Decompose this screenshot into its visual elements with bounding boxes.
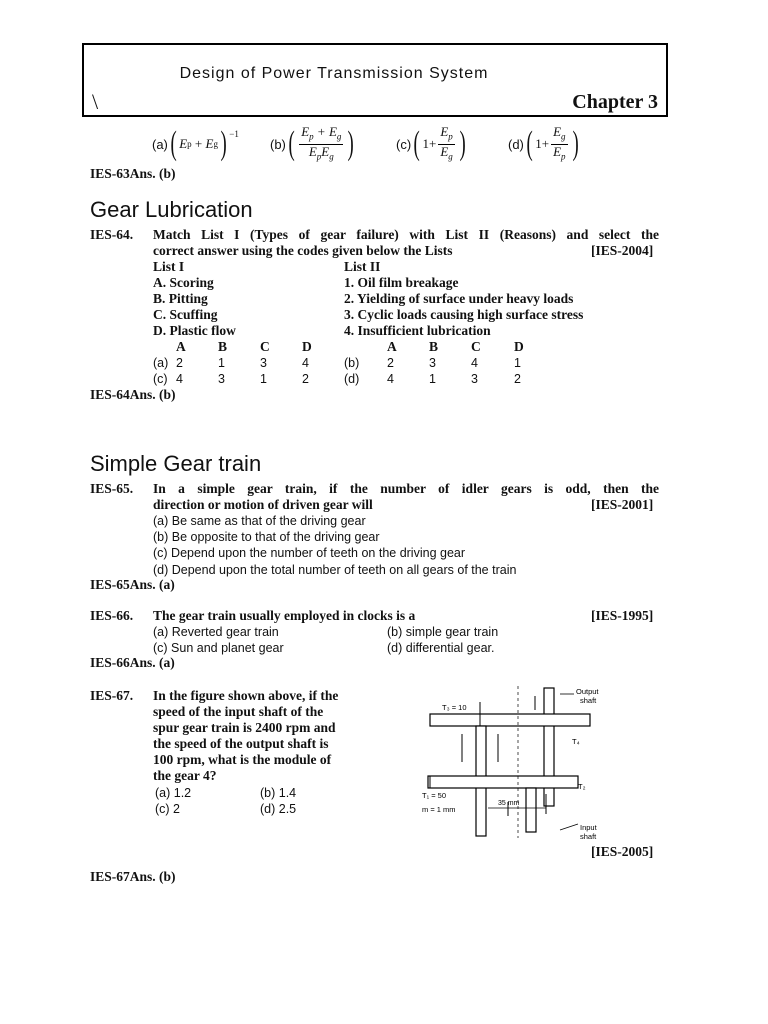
output-shaft-label: shaft	[580, 696, 597, 705]
code-value: 1	[260, 372, 267, 386]
q65-reference: [IES-2001]	[591, 497, 654, 512]
q67-option: (d) 2.5	[260, 802, 297, 816]
q64-id: IES-64.	[90, 227, 134, 242]
q66-answer: IES-66Ans. (a)	[90, 655, 175, 670]
list1-item: C. Scuffing	[153, 307, 218, 322]
exponent: −1	[229, 129, 239, 139]
module-label: m = 1 mm	[422, 805, 456, 814]
code-header: B	[429, 339, 439, 354]
q64-text-line1: Match List I (Types of gear failure) with List II (Reasons) and select the	[153, 227, 659, 242]
chapter-label: Chapter 3	[572, 91, 658, 113]
code-option-label: (a)	[153, 356, 169, 370]
code-option-label: (c)	[153, 372, 168, 386]
gear-t1-label: T₁ = 50	[422, 791, 447, 800]
code-value: 3	[218, 372, 225, 386]
code-value: 1	[218, 356, 225, 370]
q65-option: (b) Be opposite to that of the driving gear	[153, 530, 380, 544]
q67-text-line: 100 rpm, what is the module of	[153, 752, 332, 767]
code-value: 3	[429, 356, 436, 370]
code-value: 2	[176, 356, 183, 370]
q66-option: (b) simple gear train	[387, 625, 499, 639]
code-value: 3	[471, 372, 478, 386]
q67-option: (c) 2	[155, 802, 180, 816]
code-value: 1	[429, 372, 436, 386]
section-heading-gear-lubrication: Gear Lubrication	[90, 197, 253, 222]
code-header: A	[387, 339, 397, 354]
q63-formula-options	[152, 121, 672, 167]
q66-reference: [IES-1995]	[591, 608, 654, 623]
code-header: D	[514, 339, 524, 354]
q66-option: (d) differential gear.	[387, 641, 495, 655]
q65-answer: IES-65Ans. (a)	[90, 577, 175, 592]
q67-id: IES-67.	[90, 688, 134, 703]
output-shaft-label: Output	[576, 687, 599, 696]
section-heading-simple-gear-train: Simple Gear train	[90, 451, 262, 476]
code-value: 2	[514, 372, 521, 386]
code-value: 2	[387, 356, 394, 370]
code-header: D	[302, 339, 312, 354]
q67-text-line: the gear 4?	[153, 768, 217, 783]
list2-title: List II	[344, 259, 381, 274]
code-header: C	[471, 339, 481, 354]
q65-option: (d) Depend upon the total number of teeth on all gears of the train	[153, 563, 517, 577]
code-value: 2	[302, 372, 309, 386]
formula-option-a: (a) ( E p + E g ) $^{-1}$	[152, 125, 239, 162]
q65-option: (a) Be same as that of the driving gear	[153, 514, 366, 528]
q66-option: (c) Sun and planet gear	[153, 641, 284, 655]
q67-option: (b) 1.4	[260, 786, 297, 800]
input-shaft-label: shaft	[580, 832, 597, 841]
list2-item: 3. Cyclic loads causing high surface stress	[344, 307, 584, 322]
option-label: (c)	[396, 136, 412, 152]
q67-answer: IES-67Ans. (b)	[90, 869, 176, 884]
page-title: Design of Power Transmission System	[179, 65, 489, 82]
q66-option: (a) Reverted gear train	[153, 625, 279, 639]
input-shaft-label: Input	[580, 823, 597, 832]
code-header: B	[218, 339, 228, 354]
code-header: A	[176, 339, 186, 354]
q67-reference: [IES-2005]	[591, 844, 654, 859]
code-value: 1	[514, 356, 521, 370]
gear-t2-label: T₂	[578, 782, 586, 791]
chapter-header	[82, 43, 668, 117]
list1-item: B. Pitting	[153, 291, 208, 306]
q66-text: The gear train usually employed in clocks is a	[153, 608, 416, 623]
gear-train-figure	[418, 682, 618, 842]
code-option-label: (d)	[344, 372, 360, 386]
q67-text-line: spur gear train is 2400 rpm and	[153, 720, 336, 735]
formula-option-c: (c) ( 1+ $\frac{E_p}{E_g}$ )	[396, 123, 466, 162]
code-value: 3	[260, 356, 267, 370]
q64-text-line2: correct answer using the codes given below the Lists	[153, 243, 453, 258]
q65-id: IES-65.	[90, 481, 134, 496]
code-value: 4	[176, 372, 183, 386]
list1-item: A. Scoring	[153, 275, 214, 290]
q66-id: IES-66.	[90, 608, 134, 623]
option-label: (d)	[508, 136, 524, 152]
code-value: 4	[302, 356, 309, 370]
list2-item: 2. Yielding of surface under heavy loads	[344, 291, 574, 306]
list1-title: List I	[153, 259, 185, 274]
list2-item: 4. Insufficient lubrication	[344, 323, 491, 338]
gear-t3-label: T₃ = 10	[442, 703, 467, 712]
q67-text-line: In the figure shown above, if the	[153, 688, 339, 703]
gear-t4-label: T₄	[572, 737, 580, 746]
q65-text-line1: In a simple gear train, if the number of idler gears is odd, then the	[153, 481, 659, 496]
q65-option: (c) Depend upon the number of teeth on the driving gear	[153, 546, 466, 560]
q63-answer: IES-63Ans. (b)	[90, 166, 176, 181]
q67-option: (a) 1.2	[155, 786, 192, 800]
q67-text-line: the speed of the output shaft is	[153, 736, 329, 751]
dimension-label: 35 mm	[498, 800, 520, 807]
q64-answer: IES-64Ans. (b)	[90, 387, 176, 402]
q64-reference: [IES-2004]	[591, 243, 654, 258]
header-backslash: \	[92, 89, 99, 114]
q67-text-line: speed of the input shaft of the	[153, 704, 324, 719]
list1-item: D. Plastic flow	[153, 323, 236, 338]
code-option-label: (b)	[344, 356, 360, 370]
q65-text-line2: direction or motion of driven gear will	[153, 497, 373, 512]
option-label: (a)	[152, 136, 168, 152]
code-value: 4	[387, 372, 394, 386]
formula-option-d: (d) ( 1+ $\frac{E_g}{E_p}$ )	[508, 123, 579, 162]
list2-item: 1. Oil film breakage	[344, 275, 459, 290]
option-label: (b)	[270, 136, 286, 152]
formula-option-b: (b) ( $\frac{E_p + E_g}{E_pE_g}$ )	[270, 123, 355, 162]
code-value: 4	[471, 356, 478, 370]
code-header: C	[260, 339, 270, 354]
